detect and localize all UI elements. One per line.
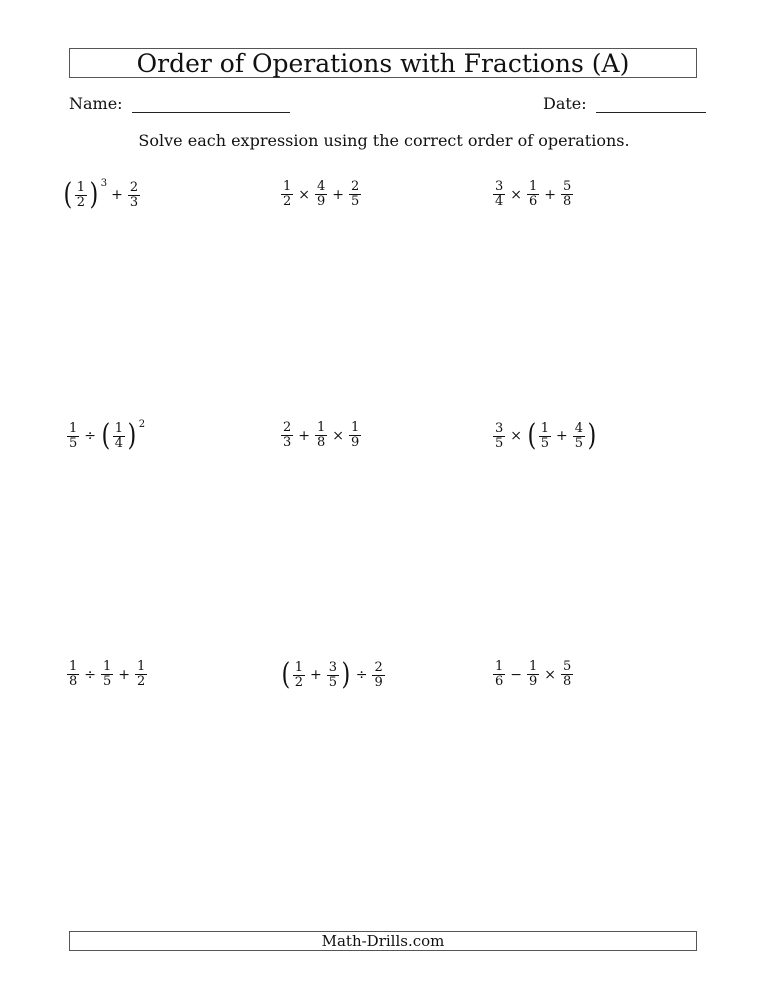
numerator: 1 xyxy=(103,659,112,674)
problem-2 xyxy=(280,180,362,209)
denominator: 5 xyxy=(351,194,360,209)
parenthesis: ) xyxy=(341,657,351,692)
problem-1 xyxy=(62,177,141,212)
numerator: 1 xyxy=(69,420,78,436)
operator: + xyxy=(544,186,557,203)
fraction xyxy=(113,422,125,451)
fraction xyxy=(327,661,339,690)
fraction xyxy=(293,661,305,690)
fraction xyxy=(372,661,384,690)
problem-3 xyxy=(492,180,574,209)
name-label: Name: xyxy=(69,94,123,113)
parenthesis: ( xyxy=(527,418,537,453)
numerator: 1 xyxy=(529,179,538,194)
denominator: 9 xyxy=(351,435,360,450)
fraction xyxy=(315,180,327,209)
numerator: 1 xyxy=(283,179,292,194)
denominator: 2 xyxy=(283,194,292,209)
numerator: 2 xyxy=(129,179,139,195)
fraction xyxy=(527,180,539,209)
fraction xyxy=(493,660,505,689)
fraction xyxy=(573,422,585,451)
operator: − xyxy=(510,666,523,683)
numerator: 1 xyxy=(317,420,326,435)
denominator: 9 xyxy=(374,674,383,690)
denominator: 8 xyxy=(69,674,78,689)
fraction xyxy=(561,660,573,689)
date-input-line[interactable] xyxy=(596,94,706,113)
operator: + xyxy=(556,428,568,444)
problem-4 xyxy=(66,418,146,453)
numerator: 1 xyxy=(540,420,550,436)
fraction xyxy=(135,660,147,689)
denominator: 6 xyxy=(529,194,538,209)
denominator: 6 xyxy=(495,674,504,689)
denominator: 2 xyxy=(76,194,85,210)
numerator: 2 xyxy=(374,659,383,675)
problem-8 xyxy=(280,657,386,692)
numerator: 1 xyxy=(495,659,504,674)
operator: + xyxy=(310,667,322,683)
operator: ÷ xyxy=(355,667,368,683)
fraction xyxy=(493,180,505,209)
denominator: 8 xyxy=(563,674,572,689)
fraction xyxy=(539,422,551,451)
numerator: 2 xyxy=(351,179,360,194)
operator: ÷ xyxy=(84,666,97,683)
numerator: 1 xyxy=(76,179,85,195)
numerator: 4 xyxy=(317,179,326,194)
denominator: 4 xyxy=(114,435,124,451)
fraction xyxy=(315,421,327,450)
numerator: 5 xyxy=(563,179,572,194)
denominator: 9 xyxy=(317,194,326,209)
name-input-line[interactable] xyxy=(132,94,290,113)
problem-7 xyxy=(66,660,148,689)
fraction xyxy=(67,422,79,451)
operator: × xyxy=(544,666,557,683)
numerator: 4 xyxy=(574,420,584,436)
numerator: 1 xyxy=(529,659,538,674)
worksheet-title: Order of Operations with Fractions (A) xyxy=(69,48,697,78)
denominator: 3 xyxy=(283,435,292,450)
denominator: 2 xyxy=(137,674,146,689)
date-label: Date: xyxy=(543,94,587,113)
parenthesis: ) xyxy=(89,177,99,212)
denominator: 5 xyxy=(574,435,584,451)
denominator: 9 xyxy=(529,674,538,689)
operator: × xyxy=(298,186,311,203)
fraction xyxy=(281,421,293,450)
denominator: 5 xyxy=(103,674,112,689)
numerator: 3 xyxy=(328,659,338,675)
parenthesis: ( xyxy=(63,177,73,212)
fraction xyxy=(67,660,79,689)
parenthesis: ( xyxy=(101,418,111,453)
name-field xyxy=(69,94,290,113)
fraction xyxy=(281,180,293,209)
denominator: 3 xyxy=(129,194,139,210)
problem-6 xyxy=(492,418,598,453)
numerator: 2 xyxy=(283,420,292,435)
instructions: Solve each expression using the correct order of operations. xyxy=(138,131,630,150)
fraction xyxy=(75,181,87,210)
operator: + xyxy=(298,427,311,444)
parenthesis: ( xyxy=(281,657,291,692)
parenthesis: ) xyxy=(587,418,597,453)
numerator: 1 xyxy=(351,420,360,435)
fraction xyxy=(527,660,539,689)
numerator: 5 xyxy=(563,659,572,674)
operator: × xyxy=(510,428,523,444)
fraction xyxy=(349,421,361,450)
numerator: 1 xyxy=(69,659,78,674)
numerator: 3 xyxy=(495,179,504,194)
parenthesis: ) xyxy=(127,418,137,453)
denominator: 8 xyxy=(317,435,326,450)
fraction xyxy=(101,660,113,689)
denominator: 5 xyxy=(540,435,550,451)
operator: ÷ xyxy=(84,428,97,444)
operator: × xyxy=(510,186,523,203)
fraction xyxy=(128,181,140,210)
fraction xyxy=(349,180,361,209)
fraction xyxy=(493,422,505,451)
exponent: 3 xyxy=(100,178,108,189)
problem-9 xyxy=(492,660,574,689)
date-field xyxy=(543,94,706,113)
numerator: 1 xyxy=(294,659,303,675)
denominator: 2 xyxy=(294,674,303,690)
footer-site-name: Math-Drills.com xyxy=(69,931,697,951)
operator: + xyxy=(118,666,131,683)
denominator: 8 xyxy=(563,194,572,209)
denominator: 5 xyxy=(328,674,338,690)
operator: + xyxy=(332,186,345,203)
numerator: 1 xyxy=(137,659,146,674)
numerator: 3 xyxy=(495,420,504,436)
numerator: 1 xyxy=(114,420,124,436)
problem-5 xyxy=(280,421,362,450)
operator: × xyxy=(332,427,345,444)
exponent: 2 xyxy=(138,419,146,430)
denominator: 5 xyxy=(69,435,78,451)
denominator: 4 xyxy=(495,194,504,209)
denominator: 5 xyxy=(495,435,504,451)
fraction xyxy=(561,180,573,209)
operator: + xyxy=(111,187,123,203)
